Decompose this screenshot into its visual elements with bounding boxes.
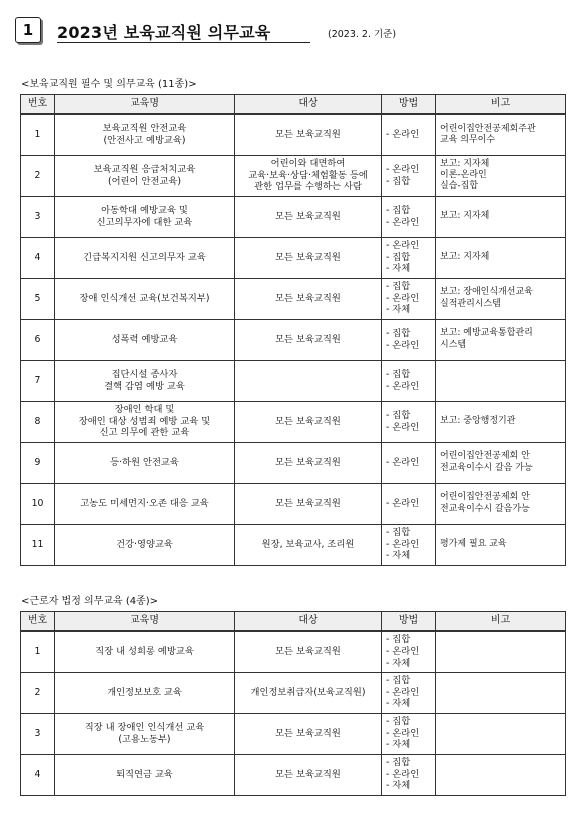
cell-number: 8 [21,401,55,442]
cell-note-line: 보고: 장애인식개선교육 [440,287,533,298]
cell-method-line: - 집합 [386,527,411,539]
cell-note-line: 보고: 중앙행정기관 [440,415,516,426]
cell-target [235,196,382,237]
cell-name [55,524,235,565]
cell-note-line: 실적관리시스템 [440,298,501,309]
cell-name [55,155,235,196]
table-row [21,713,566,754]
cell-method-line: - 집합 [386,716,411,728]
cell-name-line: 집단시설 종사자 [111,368,178,380]
cell-note-line: 보고: 지자체 [440,251,490,262]
cell-number: 2 [21,155,55,196]
cell-note-line: 어린이집안전공제회 안 [440,451,530,462]
cell-target-line: 모든 보육교직원 [275,727,341,739]
cell-method [382,155,436,196]
cell-target [235,713,382,754]
cell-method [382,401,436,442]
cell-target [235,278,382,319]
page-title: 2023년 보육교직원 의무교육 [57,23,271,42]
col-header-note: 비고 [436,612,566,632]
table-row [21,114,566,155]
cell-method-line: - 집합 [386,368,411,380]
cell-method [382,524,436,565]
cell-method [382,672,436,713]
section1-label: <보육교직원 필수 및 의무교육 (11종)> [21,79,197,90]
col-header-name: 교육명 [55,612,235,632]
col-header-target: 대상 [235,612,382,632]
cell-name [55,114,235,155]
cell-target-line: 모든 보육교직원 [275,292,341,304]
cell-method-line: - 집합 [386,175,411,187]
cell-name-line: 성폭력 예방교육 [111,333,178,345]
cell-name-line: 장애 인식개선 교육(보건복지부) [79,292,210,304]
cell-method [382,196,436,237]
cell-note-line: 실습-집합 [440,181,479,192]
cell-method-line: - 자체 [386,780,411,792]
cell-method-line: - 온라인 [386,163,420,175]
cell-target-line: 원장, 보육교사, 조리원 [261,538,355,550]
cell-method-line: - 자체 [386,657,411,669]
cell-target [235,319,382,360]
cell-note-line: 보고: 지자체 [440,210,490,221]
cell-note-line: 어린이집안전공제회주관 [440,123,536,134]
cell-number: 3 [21,196,55,237]
col-header-name: 교육명 [55,95,235,115]
cell-method-line: - 온라인 [386,497,420,509]
table-row [21,237,566,278]
table-row [21,155,566,196]
cell-note [436,524,566,565]
table-row [21,754,566,795]
cell-method-line: - 온라인 [386,128,420,140]
table-row [21,196,566,237]
cell-method-line: - 온라인 [386,645,420,657]
cell-note-line: 보고: 지자체 [440,158,490,169]
cell-name [55,401,235,442]
cell-note-line: 전교육이수시 갈음 가능 [440,462,533,473]
col-header-target: 대상 [235,95,382,115]
table-row [21,483,566,524]
cell-name [55,237,235,278]
table-row [21,401,566,442]
cell-target [235,524,382,565]
cell-method-line: - 집합 [386,251,411,263]
cell-method [382,237,436,278]
cell-method [382,360,436,401]
cell-method-line: - 집합 [386,327,411,339]
table-row [21,442,566,483]
cell-name-line: 신고 의무에 관한 교육 [99,427,190,439]
col-header-number: 번호 [21,612,55,632]
cell-name [55,278,235,319]
cell-note [436,483,566,524]
cell-name-line: 아동학대 예방교육 및 [101,204,188,216]
cell-method-line: - 집합 [386,675,411,687]
cell-name-line: 긴급복지지원 신고의무자 교육 [83,251,206,263]
cell-method-line: - 자체 [386,698,411,710]
cell-number: 1 [21,114,55,155]
cell-number: 10 [21,483,55,524]
cell-number: 1 [21,631,55,672]
cell-number: 6 [21,319,55,360]
cell-note [436,442,566,483]
cell-name-line: 신고의무자에 대한 교육 [96,216,193,228]
cell-name [55,319,235,360]
cell-method-line: - 집합 [386,281,411,293]
cell-name [55,672,235,713]
cell-method-line: - 온라인 [386,240,420,252]
cell-name-line: 장애인 대상 성범죄 예방 교육 및 [78,415,211,427]
table-row [21,319,566,360]
cell-note-line: 평가제 필요 교육 [440,538,507,549]
cell-name-line: 보육교직원 안전교육 [102,123,187,135]
cell-name [55,196,235,237]
col-header-method: 방법 [382,95,436,115]
cell-method [382,754,436,795]
cell-method [382,319,436,360]
cell-target [235,631,382,672]
cell-note [436,196,566,237]
table-row [21,672,566,713]
cell-method-line: - 온라인 [386,456,420,468]
cell-target [235,442,382,483]
cell-method [382,442,436,483]
cell-note-line: 교육 의무이수 [440,134,496,145]
cell-number: 3 [21,713,55,754]
cell-name [55,754,235,795]
cell-target-line: 모든 보육교직원 [275,456,341,468]
mandatory-education-table [20,94,566,566]
cell-number: 4 [21,237,55,278]
document-header [15,17,425,45]
cell-note [436,754,566,795]
cell-name-line: 직장 내 장애인 인식개선 교육 [84,721,205,733]
cell-note [436,278,566,319]
cell-method-line: - 온라인 [386,686,420,698]
table-body [21,631,566,795]
cell-name-line: (안전사고 예방교육) [103,134,186,146]
cell-name-line: 직장 내 성희롱 예방교육 [95,645,194,657]
cell-name [55,713,235,754]
table-body [21,114,566,565]
table-row [21,360,566,401]
cell-method [382,713,436,754]
cell-name-line: (고용노동부) [118,733,171,745]
cell-note [436,672,566,713]
cell-target [235,360,382,401]
cell-method-line: - 온라인 [386,380,420,392]
cell-number: 9 [21,442,55,483]
cell-note-line: 전교육이수시 갈음가능 [440,503,530,514]
cell-name-line: 건강·영양교육 [116,538,173,550]
cell-target-line: 관한 업무를 수행하는 사람 [254,181,362,193]
cell-name-line: 퇴직연금 교육 [116,768,173,780]
cell-name-line: (어린이 안전교육) [107,175,182,187]
cell-name-line: 결핵 감염 예방 교육 [104,380,185,392]
cell-method-line: - 온라인 [386,727,420,739]
col-header-note: 비고 [436,95,566,115]
cell-method-line: - 온라인 [386,339,420,351]
table-header-row [21,95,566,115]
cell-number: 5 [21,278,55,319]
cell-method-line: - 온라인 [386,292,420,304]
section-number-badge: 1 [15,17,41,43]
cell-number: 2 [21,672,55,713]
cell-target-line: 어린이와 대면하여 [270,158,346,170]
cell-name [55,483,235,524]
cell-name-line: 등·하원 안전교육 [110,456,179,468]
cell-target-line: 교육·보육·상담·체험활동 등에 [248,169,368,181]
cell-method-line: - 온라인 [386,538,420,550]
cell-method-line: - 자체 [386,304,411,316]
cell-method-line: - 집합 [386,204,411,216]
cell-name-line: 장애인 학대 및 [114,404,175,416]
col-header-method: 방법 [382,612,436,632]
cell-method-line: - 자체 [386,550,411,562]
reference-date: (2023. 2. 기준) [328,29,397,40]
cell-number: 11 [21,524,55,565]
cell-note [436,401,566,442]
table-row [21,278,566,319]
table-row [21,524,566,565]
cell-target [235,672,382,713]
title-underline [57,42,310,43]
cell-target [235,401,382,442]
cell-note [436,155,566,196]
cell-target-line: 모든 보육교직원 [275,768,341,780]
cell-name [55,360,235,401]
cell-target [235,155,382,196]
cell-target-line: 모든 보육교직원 [275,645,341,657]
cell-name [55,442,235,483]
cell-note [436,319,566,360]
cell-method-line: - 온라인 [386,216,420,228]
cell-name-line: 개인정보보호 교육 [107,686,182,698]
cell-target-line: 모든 보육교직원 [275,415,341,427]
cell-note [436,713,566,754]
cell-method-line: - 집합 [386,634,411,646]
table-row [21,631,566,672]
cell-name-line: 보육교직원 응급처치교육 [93,163,196,175]
cell-number: 4 [21,754,55,795]
cell-note [436,114,566,155]
cell-target [235,237,382,278]
cell-note [436,631,566,672]
cell-method [382,483,436,524]
cell-target [235,483,382,524]
cell-note-line: 어린이집안전공제회 안 [440,492,530,503]
cell-target-line: 모든 보육교직원 [275,497,341,509]
cell-method-line: - 자체 [386,263,411,275]
cell-method-line: - 온라인 [386,768,420,780]
cell-note-line: 보고: 예방교육통합관리 [440,328,533,339]
cell-note-line: 이론-온라인 [440,169,487,180]
cell-method-line: - 온라인 [386,421,420,433]
cell-note [436,237,566,278]
col-header-number: 번호 [21,95,55,115]
cell-method [382,114,436,155]
cell-target-line: 모든 보육교직원 [275,251,341,263]
cell-target-line: 모든 보육교직원 [275,128,341,140]
cell-method [382,278,436,319]
cell-note-line: 시스템 [440,339,467,350]
cell-target [235,114,382,155]
cell-note [436,360,566,401]
cell-name [55,631,235,672]
worker-legal-education-table [20,611,566,796]
cell-name-line: 고농도 미세먼지·오존 대응 교육 [80,497,209,509]
cell-target-line: 모든 보육교직원 [275,210,341,222]
cell-target [235,754,382,795]
cell-method [382,631,436,672]
cell-target-line: 개인정보취급자(보육교직원) [250,686,366,698]
section2-label: <근로자 법정 의무교육 (4종)> [21,596,159,607]
cell-method-line: - 자체 [386,739,411,751]
cell-method-line: - 집합 [386,409,411,421]
cell-target-line: 모든 보육교직원 [275,333,341,345]
table-header-row [21,612,566,632]
cell-number: 7 [21,360,55,401]
cell-method-line: - 집합 [386,757,411,769]
